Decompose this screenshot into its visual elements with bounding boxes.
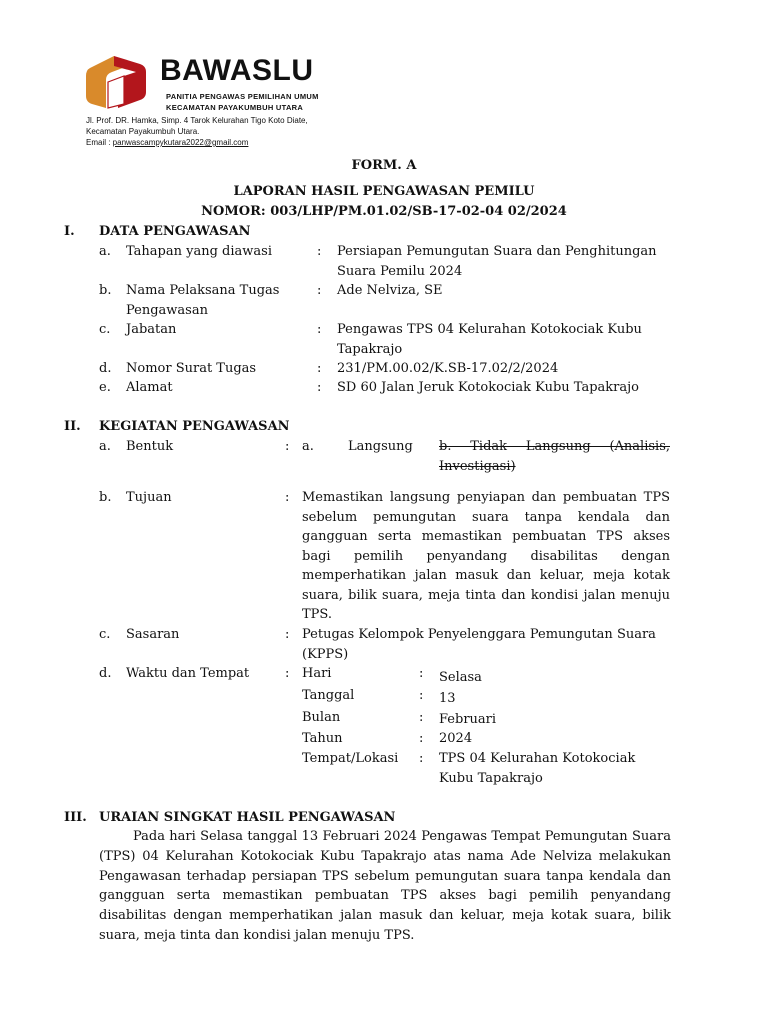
s2-bentuk-letter: a. — [99, 439, 111, 454]
waktu-tanggal-colon: : — [419, 688, 424, 703]
waktu-tahun-label: Tahun — [302, 731, 343, 746]
s2-bentuk-colon: : — [285, 439, 290, 454]
s2-sasaran-label: Sasaran — [126, 627, 180, 642]
waktu-hari-value: Selasa — [439, 670, 482, 685]
waktu-bulan-colon: : — [419, 710, 424, 725]
s1-row-e-letter: e. — [99, 380, 111, 395]
report-number: NOMOR: 003/LHP/PM.01.02/SB-17-02-04 02/2024 — [201, 204, 567, 219]
s1-row-a-letter: a. — [99, 244, 111, 259]
s2-sasaran-value: Petugas Kelompok Penyelenggara Pemungutan Suara (KPPS) — [302, 627, 656, 662]
address-line-1: Jl. Prof. DR. Hamka, Simp. 4 Tarok Kelurahan Tigo Koto Diate, — [86, 116, 308, 125]
s1-row-c-letter: c. — [99, 322, 111, 337]
s2-tujuan-label: Tujuan — [126, 490, 172, 505]
s1-row-b-colon: : — [317, 283, 322, 298]
brand-name: BAWASLU — [160, 54, 314, 87]
s1-row-d-letter: d. — [99, 361, 112, 376]
waktu-hari-colon: : — [419, 666, 424, 681]
s1-row-c-colon: : — [317, 322, 322, 337]
s1-row-b-value: Ade Nelviza, SE — [337, 283, 443, 298]
s1-row-c-value: Pengawas TPS 04 Kelurahan Kotokociak Kubu Tapakrajo — [337, 322, 642, 357]
waktu-tanggal-value: 13 — [439, 691, 456, 706]
s2-bentuk-label: Bentuk — [126, 439, 174, 454]
waktu-tempat-colon: : — [419, 751, 424, 766]
section-3-number: III. — [64, 810, 87, 825]
waktu-tempat-value: TPS 04 Kelurahan Kotokociak Kubu Tapakrajo — [439, 751, 636, 786]
waktu-tanggal-label: Tanggal — [302, 688, 355, 703]
s1-row-b-label: Nama Pelaksana Tugas Pengawasan — [126, 283, 280, 318]
section-2-title: KEGIATAN PENGAWASAN — [99, 419, 290, 434]
s1-row-d-label: Nomor Surat Tugas — [126, 361, 257, 376]
bawaslu-logo-icon — [84, 52, 148, 110]
org-line-1: PANITIA PENGAWAS PEMILIHAN UMUM — [166, 92, 319, 101]
s2-sasaran-letter: c. — [99, 627, 111, 642]
report-title: LAPORAN HASIL PENGAWASAN PEMILU — [233, 184, 535, 199]
section-2-number: II. — [64, 419, 81, 434]
s2-tujuan-value: Memastikan langsung penyiapan dan pembuatan TPS sebelum pemungutan suara tanpa kendala dan gangguan serta memastikan pembuatan TPS akses bagi pemilih penyandang disabilitas dengan memperhatikan jalan masuk dan keluar, meja kotak suara, bilik suara, meja tinta dan kondisi jalan menuju TPS. — [302, 490, 670, 622]
s2-tujuan-colon: : — [285, 490, 290, 505]
s2-bentuk-opt-a: Langsung — [348, 439, 413, 454]
s1-row-a-value: Persiapan Pemungutan Suara dan Penghitungan Suara Pemilu 2024 — [337, 244, 657, 279]
s1-row-e-label: Alamat — [126, 380, 173, 395]
email-label: Email : — [86, 138, 113, 147]
s1-row-a-label: Tahapan yang diawasi — [126, 244, 272, 259]
s1-row-a-colon: : — [317, 244, 322, 259]
s1-row-b-letter: b. — [99, 283, 112, 298]
section-3-title: URAIAN SINGKAT HASIL PENGAWASAN — [99, 810, 396, 825]
s1-row-e-colon: : — [317, 380, 322, 395]
s2-bentuk-opt-b: b. Tidak Langsung (Analisis, Investigasi) — [439, 439, 670, 474]
section-1-title: DATA PENGAWASAN — [99, 224, 251, 239]
s2-sasaran-colon: : — [285, 627, 290, 642]
s2-waktu-letter: d. — [99, 666, 112, 681]
waktu-bulan-label: Bulan — [302, 710, 341, 725]
waktu-tahun-value: 2024 — [439, 731, 473, 746]
s2-bentuk-opt-a-letter: a. — [302, 439, 314, 454]
org-line-2: KECAMATAN PAYAKUMBUH UTARA — [166, 103, 304, 112]
s1-row-e-value: SD 60 Jalan Jeruk Kotokociak Kubu Tapakrajo — [337, 380, 639, 395]
waktu-hari-label: Hari — [302, 666, 332, 681]
waktu-tempat-label: Tempat/Lokasi — [302, 751, 399, 766]
s2-tujuan-letter: b. — [99, 490, 112, 505]
email-line — [86, 137, 248, 148]
address-line-2: Kecamatan Payakumbuh Utara. — [86, 127, 200, 136]
waktu-tahun-colon: : — [419, 731, 424, 746]
s2-waktu-colon: : — [285, 666, 290, 681]
s1-row-d-value: 231/PM.00.02/K.SB-17.02/2/2024 — [337, 361, 559, 376]
form-label: FORM. A — [351, 158, 417, 173]
section-3-paragraph: Pada hari Selasa tanggal 13 Februari 2024 Pengawas Tempat Pemungutan Suara (TPS) 04 Kelurahan Kotokociak Kubu Tapakrajo atas nama Ade Nelviza melakukan Pengawasan terhadap persiapan TPS sebelum pemungutan suara tanpa kendala dan gangguan serta memastikan pembuatan TPS akses bagi pemilih penyandang disabilitas dengan memperhatikan jalan masuk dan keluar, meja kotak suara, bilik suara, meja tinta dan kondisi jalan menuju TPS. — [99, 829, 671, 943]
email-link[interactable]: panwascampykutara2022@gmail.com — [112, 138, 249, 147]
section-1-number: I. — [64, 224, 75, 239]
waktu-bulan-value: Februari — [439, 712, 497, 727]
s1-row-d-colon: : — [317, 361, 322, 376]
s2-waktu-label: Waktu dan Tempat — [126, 666, 250, 681]
s1-row-c-label: Jabatan — [126, 322, 177, 337]
